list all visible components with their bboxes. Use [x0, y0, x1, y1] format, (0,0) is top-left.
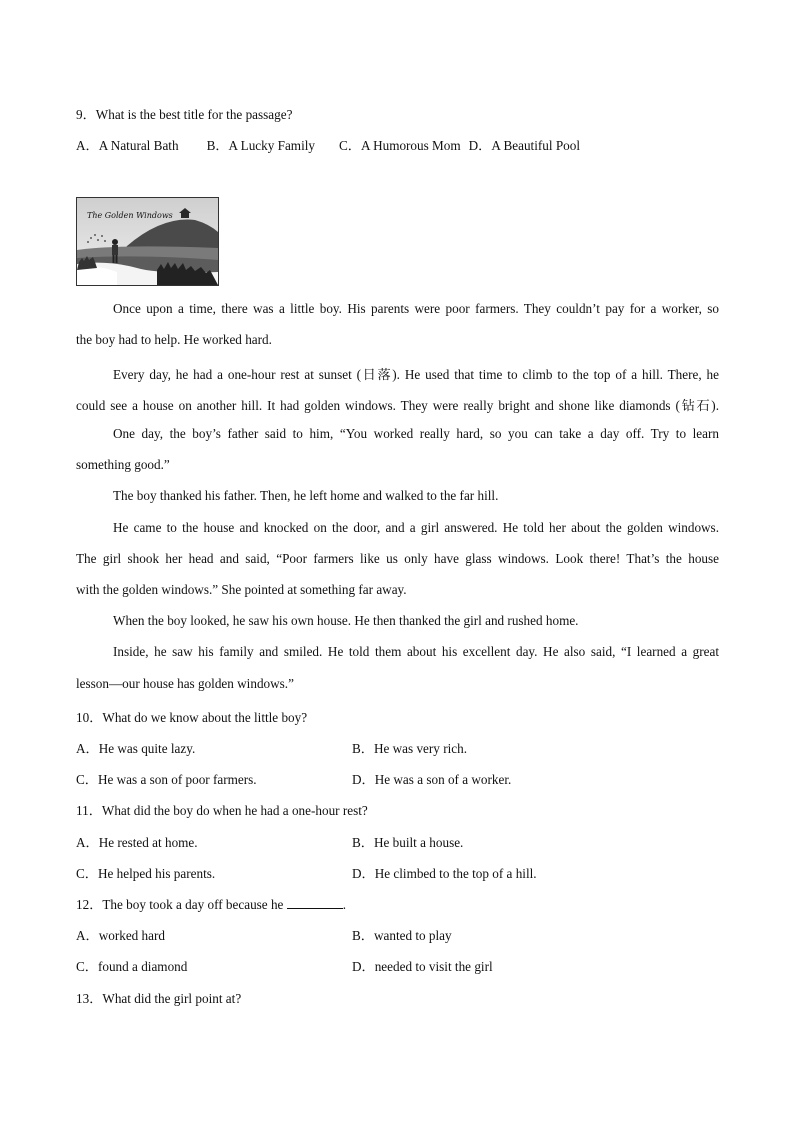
q10-option-c: C．He was a son of poor farmers.: [76, 772, 257, 787]
q11-option-b: B．He built a house.: [352, 835, 464, 850]
passage-line: lesson—our house has golden windows.”: [76, 676, 294, 691]
answer-blank: [287, 898, 343, 909]
passage-line: He came to the house and knocked on the door, and a girl answered. He told her about the golden windows.: [113, 520, 719, 535]
q10-option-d: D．He was a son of a worker.: [352, 772, 512, 787]
q11-option-c: C．He helped his parents.: [76, 866, 216, 881]
q10-option-b: B．He was very rich.: [352, 741, 467, 756]
passage-line: Inside, he saw his family and smiled. He told them about his excellent day. He also said, “I learned a great: [113, 644, 719, 659]
q12-stem-end: .: [342, 897, 346, 912]
passage-line: When the boy looked, he saw his own house. He then thanked the girl and rushed home.: [113, 613, 579, 628]
q12-stem-text: 12．The boy took a day off because he: [76, 897, 287, 912]
figure-caption: The Golden Windows: [87, 211, 173, 220]
q10-option-a: A．He was quite lazy.: [76, 741, 196, 756]
q9-option-a: A．A Natural Bath: [76, 138, 179, 153]
passage-line: Every day, he had a one-hour rest at sunset (日落). He used that time to climb to the top of a hill. There, he: [113, 367, 719, 382]
passage-line: One day, the boy’s father said to him, “You worked really hard, so you can take a day off. Try to learn: [113, 426, 719, 441]
q12-stem: [76, 894, 346, 913]
q12-option-b: B．wanted to play: [352, 928, 452, 943]
q9-stem: 9．What is the best title for the passage?: [76, 107, 293, 122]
passage-line: The boy thanked his father. Then, he left home and walked to the far hill.: [113, 488, 499, 503]
passage-line: Once upon a time, there was a little boy. His parents were poor farmers. They couldn’t pay for a worker, so: [113, 301, 719, 316]
q9-option-c: C．A Humorous Mom: [339, 138, 461, 153]
passage-line: with the golden windows.” She pointed at something far away.: [76, 582, 407, 597]
q13-stem: 13．What did the girl point at?: [76, 991, 242, 1006]
passage-line: could see a house on another hill. It had golden windows. They were really bright and shone like diamonds (钻石).: [76, 398, 719, 413]
q11-option-a: A．He rested at home.: [76, 835, 198, 850]
passage-line: something good.”: [76, 457, 170, 472]
q10-stem: 10．What do we know about the little boy?: [76, 710, 308, 725]
q12-option-d: D．needed to visit the girl: [352, 959, 493, 974]
passage-line: The girl shook her head and said, “Poor farmers like us only have glass windows. Look there! That’s the house: [76, 551, 719, 566]
q12-option-a: A．worked hard: [76, 928, 165, 943]
q9-option-d: D．A Beautiful Pool: [468, 138, 580, 153]
q11-stem: 11．What did the boy do when he had a one-hour rest?: [76, 803, 368, 818]
passage-line: the boy had to help. He worked hard.: [76, 332, 272, 347]
golden-windows-illustration: [76, 197, 219, 286]
q9-option-b: B．A Lucky Family: [206, 138, 315, 153]
q11-option-d: D．He climbed to the top of a hill.: [352, 866, 537, 881]
q12-option-c: C．found a diamond: [76, 959, 188, 974]
q9-options: [76, 135, 580, 154]
